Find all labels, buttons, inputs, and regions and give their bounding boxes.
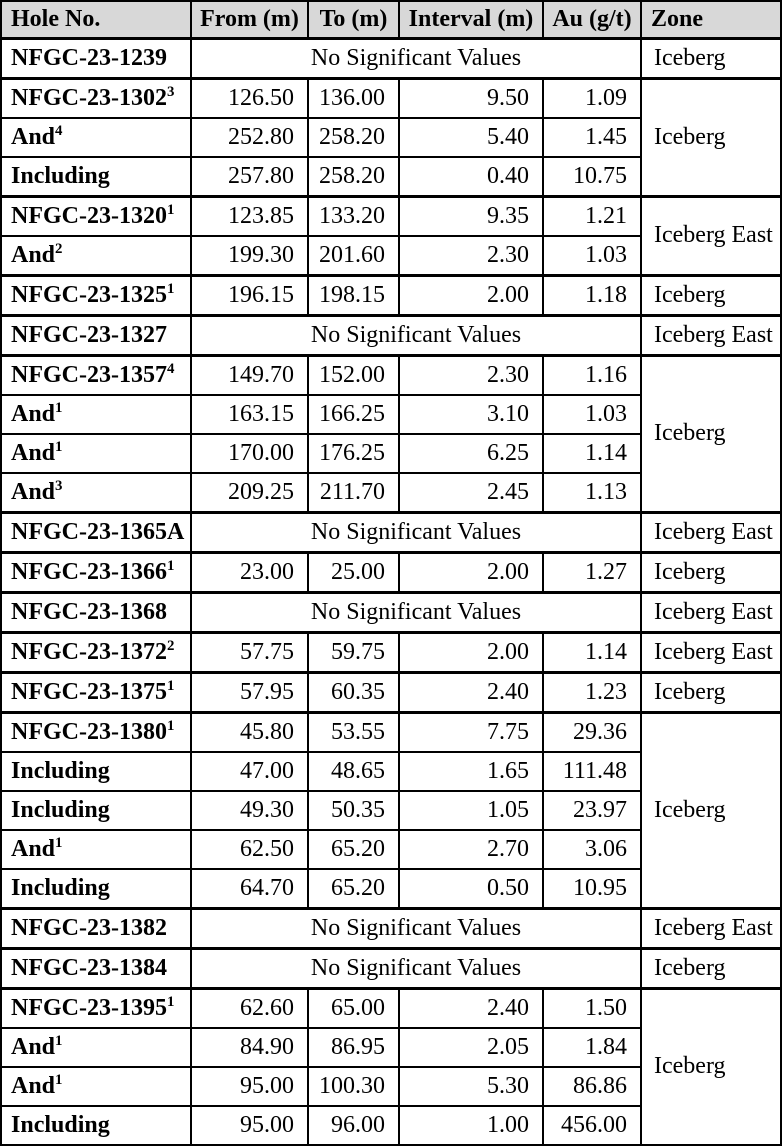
- table-row: [1, 39, 781, 79]
- col-header-zone: Zone: [641, 1, 781, 39]
- interval-cell: 2.00: [399, 633, 543, 673]
- hole-cell: [1, 830, 191, 869]
- hole-cell: [1, 316, 191, 356]
- to-cell: 96.00: [308, 1106, 399, 1145]
- from-cell: 199.30: [191, 236, 308, 276]
- hole-cell: [1, 989, 191, 1029]
- hole-label: NFGC-23-1382: [11, 914, 167, 941]
- hole-label: And: [11, 241, 56, 268]
- footnote-superscript: 1: [166, 717, 175, 734]
- table-body: [1, 39, 781, 1146]
- hole-label: Including: [11, 796, 110, 823]
- hole-cell: [1, 356, 191, 396]
- col-header-from: From (m): [191, 1, 308, 39]
- col-header-interval: Interval (m): [399, 1, 543, 39]
- table-row: [1, 197, 781, 237]
- hole-cell: [1, 553, 191, 593]
- table-row: [1, 989, 781, 1029]
- no-significant-values-cell: No Significant Values: [191, 39, 641, 79]
- au-cell: 29.36: [543, 713, 641, 753]
- zone-cell: Iceberg: [641, 989, 781, 1146]
- interval-cell: 1.05: [399, 791, 543, 830]
- interval-cell: 5.40: [399, 118, 543, 157]
- to-cell: 176.25: [308, 434, 399, 473]
- from-cell: 49.30: [191, 791, 308, 830]
- to-cell: 53.55: [308, 713, 399, 753]
- hole-label: Including: [11, 162, 110, 189]
- interval-cell: 2.40: [399, 989, 543, 1029]
- col-header-au: Au (g/t): [543, 1, 641, 39]
- footnote-superscript: 1: [166, 201, 175, 218]
- table-row: [1, 633, 781, 673]
- hole-label: Including: [11, 874, 110, 901]
- from-cell: 62.60: [191, 989, 308, 1029]
- from-cell: 257.80: [191, 157, 308, 197]
- to-cell: 136.00: [308, 79, 399, 119]
- to-cell: 258.20: [308, 157, 399, 197]
- hole-cell: [1, 395, 191, 434]
- from-cell: 170.00: [191, 434, 308, 473]
- au-cell: 1.21: [543, 197, 641, 237]
- hole-cell: [1, 118, 191, 157]
- from-cell: 123.85: [191, 197, 308, 237]
- au-cell: 456.00: [543, 1106, 641, 1145]
- zone-cell: Iceberg East: [641, 197, 781, 276]
- to-cell: 60.35: [308, 673, 399, 713]
- to-cell: 133.20: [308, 197, 399, 237]
- au-cell: 3.06: [543, 830, 641, 869]
- to-cell: 152.00: [308, 356, 399, 396]
- footnote-superscript: 1: [166, 993, 175, 1010]
- au-cell: 1.13: [543, 473, 641, 513]
- to-cell: 86.95: [308, 1028, 399, 1067]
- au-cell: 10.75: [543, 157, 641, 197]
- hole-cell: [1, 79, 191, 119]
- footnote-superscript: 4: [166, 360, 175, 377]
- hole-cell: [1, 276, 191, 316]
- hole-label: NFGC-23-1375: [11, 678, 167, 705]
- hole-cell: [1, 673, 191, 713]
- table-row: [1, 276, 781, 316]
- from-cell: 47.00: [191, 752, 308, 791]
- hole-label: Including: [11, 757, 110, 784]
- zone-cell: Iceberg: [641, 79, 781, 197]
- hole-label: And: [11, 439, 56, 466]
- zone-cell: Iceberg: [641, 949, 781, 989]
- interval-cell: 1.00: [399, 1106, 543, 1145]
- hole-label: Including: [11, 1111, 110, 1138]
- to-cell: 258.20: [308, 118, 399, 157]
- hole-label: NFGC-23-1368: [11, 598, 167, 625]
- from-cell: 209.25: [191, 473, 308, 513]
- interval-cell: 3.10: [399, 395, 543, 434]
- hole-label: NFGC-23-1384: [11, 954, 167, 981]
- hole-label: NFGC-23-1372: [11, 638, 167, 665]
- au-cell: 1.45: [543, 118, 641, 157]
- au-cell: 10.95: [543, 869, 641, 909]
- hole-label: NFGC-23-1325: [11, 281, 167, 308]
- hole-label: And: [11, 1033, 56, 1060]
- au-cell: 1.09: [543, 79, 641, 119]
- au-cell: 23.97: [543, 791, 641, 830]
- footnote-superscript: 1: [55, 399, 63, 416]
- hole-cell: [1, 791, 191, 830]
- hole-cell: [1, 633, 191, 673]
- interval-cell: 6.25: [399, 434, 543, 473]
- from-cell: 64.70: [191, 869, 308, 909]
- table-row: [1, 593, 781, 633]
- au-cell: 1.03: [543, 236, 641, 276]
- hole-label: NFGC-23-1395: [11, 994, 167, 1021]
- to-cell: 65.20: [308, 869, 399, 909]
- hole-cell: [1, 869, 191, 909]
- from-cell: 196.15: [191, 276, 308, 316]
- interval-cell: 2.70: [399, 830, 543, 869]
- hole-label: And: [11, 1072, 56, 1099]
- hole-cell: [1, 593, 191, 633]
- no-significant-values-cell: No Significant Values: [191, 593, 641, 633]
- au-cell: 1.23: [543, 673, 641, 713]
- to-cell: 198.15: [308, 276, 399, 316]
- interval-cell: 7.75: [399, 713, 543, 753]
- hole-cell: [1, 1106, 191, 1145]
- interval-cell: 0.40: [399, 157, 543, 197]
- to-cell: 59.75: [308, 633, 399, 673]
- from-cell: 57.75: [191, 633, 308, 673]
- footnote-superscript: 1: [166, 677, 175, 694]
- table-row: [1, 513, 781, 553]
- footnote-superscript: 3: [55, 477, 63, 494]
- zone-cell: Iceberg: [641, 553, 781, 593]
- to-cell: 201.60: [308, 236, 399, 276]
- hole-cell: [1, 752, 191, 791]
- to-cell: 50.35: [308, 791, 399, 830]
- interval-cell: 2.00: [399, 276, 543, 316]
- table-row: [1, 949, 781, 989]
- to-cell: 211.70: [308, 473, 399, 513]
- zone-cell: Iceberg East: [641, 633, 781, 673]
- table-row: [1, 553, 781, 593]
- to-cell: 48.65: [308, 752, 399, 791]
- hole-label: NFGC-23-1327: [11, 321, 167, 348]
- zone-cell: Iceberg East: [641, 593, 781, 633]
- interval-cell: 2.00: [399, 553, 543, 593]
- footnote-superscript: 1: [55, 1032, 63, 1049]
- hole-cell: [1, 473, 191, 513]
- au-cell: 86.86: [543, 1067, 641, 1106]
- au-cell: 111.48: [543, 752, 641, 791]
- from-cell: 126.50: [191, 79, 308, 119]
- au-cell: 1.14: [543, 434, 641, 473]
- no-significant-values-cell: No Significant Values: [191, 909, 641, 949]
- to-cell: 100.30: [308, 1067, 399, 1106]
- au-cell: 1.14: [543, 633, 641, 673]
- footnote-superscript: 1: [55, 1071, 63, 1088]
- hole-cell: [1, 1067, 191, 1106]
- zone-cell: Iceberg East: [641, 513, 781, 553]
- from-cell: 163.15: [191, 395, 308, 434]
- zone-cell: Iceberg East: [641, 316, 781, 356]
- au-cell: 1.18: [543, 276, 641, 316]
- interval-cell: 2.30: [399, 356, 543, 396]
- no-significant-values-cell: No Significant Values: [191, 949, 641, 989]
- from-cell: 95.00: [191, 1106, 308, 1145]
- hole-cell: [1, 157, 191, 197]
- hole-cell: [1, 909, 191, 949]
- hole-cell: [1, 713, 191, 753]
- zone-cell: Iceberg: [641, 356, 781, 513]
- interval-cell: 2.45: [399, 473, 543, 513]
- interval-cell: 9.50: [399, 79, 543, 119]
- interval-cell: 0.50: [399, 869, 543, 909]
- from-cell: 57.95: [191, 673, 308, 713]
- table-row: [1, 909, 781, 949]
- interval-cell: 2.40: [399, 673, 543, 713]
- hole-cell: [1, 434, 191, 473]
- table-row: [1, 713, 781, 753]
- from-cell: 149.70: [191, 356, 308, 396]
- hole-cell: [1, 513, 191, 553]
- footnote-superscript: 2: [166, 637, 175, 654]
- from-cell: 45.80: [191, 713, 308, 753]
- footnote-superscript: 1: [55, 834, 63, 851]
- to-cell: 65.00: [308, 989, 399, 1029]
- zone-cell: Iceberg: [641, 673, 781, 713]
- zone-cell: Iceberg: [641, 39, 781, 79]
- footnote-superscript: 4: [55, 122, 63, 139]
- footnote-superscript: 3: [166, 83, 175, 100]
- footnote-superscript: 2: [55, 240, 63, 257]
- au-cell: 1.16: [543, 356, 641, 396]
- col-header-to: To (m): [308, 1, 399, 39]
- au-cell: 1.27: [543, 553, 641, 593]
- from-cell: 62.50: [191, 830, 308, 869]
- col-header-hole: Hole No.: [1, 1, 191, 39]
- table-row: [1, 356, 781, 396]
- footnote-superscript: 1: [166, 280, 175, 297]
- from-cell: 84.90: [191, 1028, 308, 1067]
- hole-label: NFGC-23-1365A: [11, 518, 185, 545]
- hole-label: NFGC-23-1320: [11, 202, 167, 229]
- hole-cell: [1, 1028, 191, 1067]
- to-cell: 65.20: [308, 830, 399, 869]
- hole-label: And: [11, 123, 56, 150]
- hole-label: NFGC-23-1366: [11, 558, 167, 585]
- from-cell: 23.00: [191, 553, 308, 593]
- au-cell: 1.84: [543, 1028, 641, 1067]
- au-cell: 1.03: [543, 395, 641, 434]
- zone-cell: Iceberg East: [641, 909, 781, 949]
- footnote-superscript: 1: [55, 438, 63, 455]
- hole-label: And: [11, 478, 56, 505]
- interval-cell: 9.35: [399, 197, 543, 237]
- from-cell: 252.80: [191, 118, 308, 157]
- hole-cell: [1, 949, 191, 989]
- header-row: [1, 1, 781, 39]
- hole-cell: [1, 197, 191, 237]
- hole-label: And: [11, 400, 56, 427]
- hole-cell: [1, 39, 191, 79]
- hole-label: NFGC-23-1357: [11, 361, 167, 388]
- no-significant-values-cell: No Significant Values: [191, 513, 641, 553]
- hole-label: NFGC-23-1380: [11, 718, 167, 745]
- zone-cell: Iceberg: [641, 713, 781, 909]
- hole-label: NFGC-23-1239: [11, 44, 167, 71]
- hole-cell: [1, 236, 191, 276]
- table-row: [1, 316, 781, 356]
- zone-cell: Iceberg: [641, 276, 781, 316]
- footnote-superscript: 1: [166, 557, 175, 574]
- interval-cell: 5.30: [399, 1067, 543, 1106]
- table-row: [1, 79, 781, 119]
- to-cell: 166.25: [308, 395, 399, 434]
- table-row: [1, 673, 781, 713]
- no-significant-values-cell: No Significant Values: [191, 316, 641, 356]
- interval-cell: 2.30: [399, 236, 543, 276]
- hole-label: NFGC-23-1302: [11, 84, 167, 111]
- to-cell: 25.00: [308, 553, 399, 593]
- interval-cell: 2.05: [399, 1028, 543, 1067]
- from-cell: 95.00: [191, 1067, 308, 1106]
- hole-label: And: [11, 835, 56, 862]
- au-cell: 1.50: [543, 989, 641, 1029]
- interval-cell: 1.65: [399, 752, 543, 791]
